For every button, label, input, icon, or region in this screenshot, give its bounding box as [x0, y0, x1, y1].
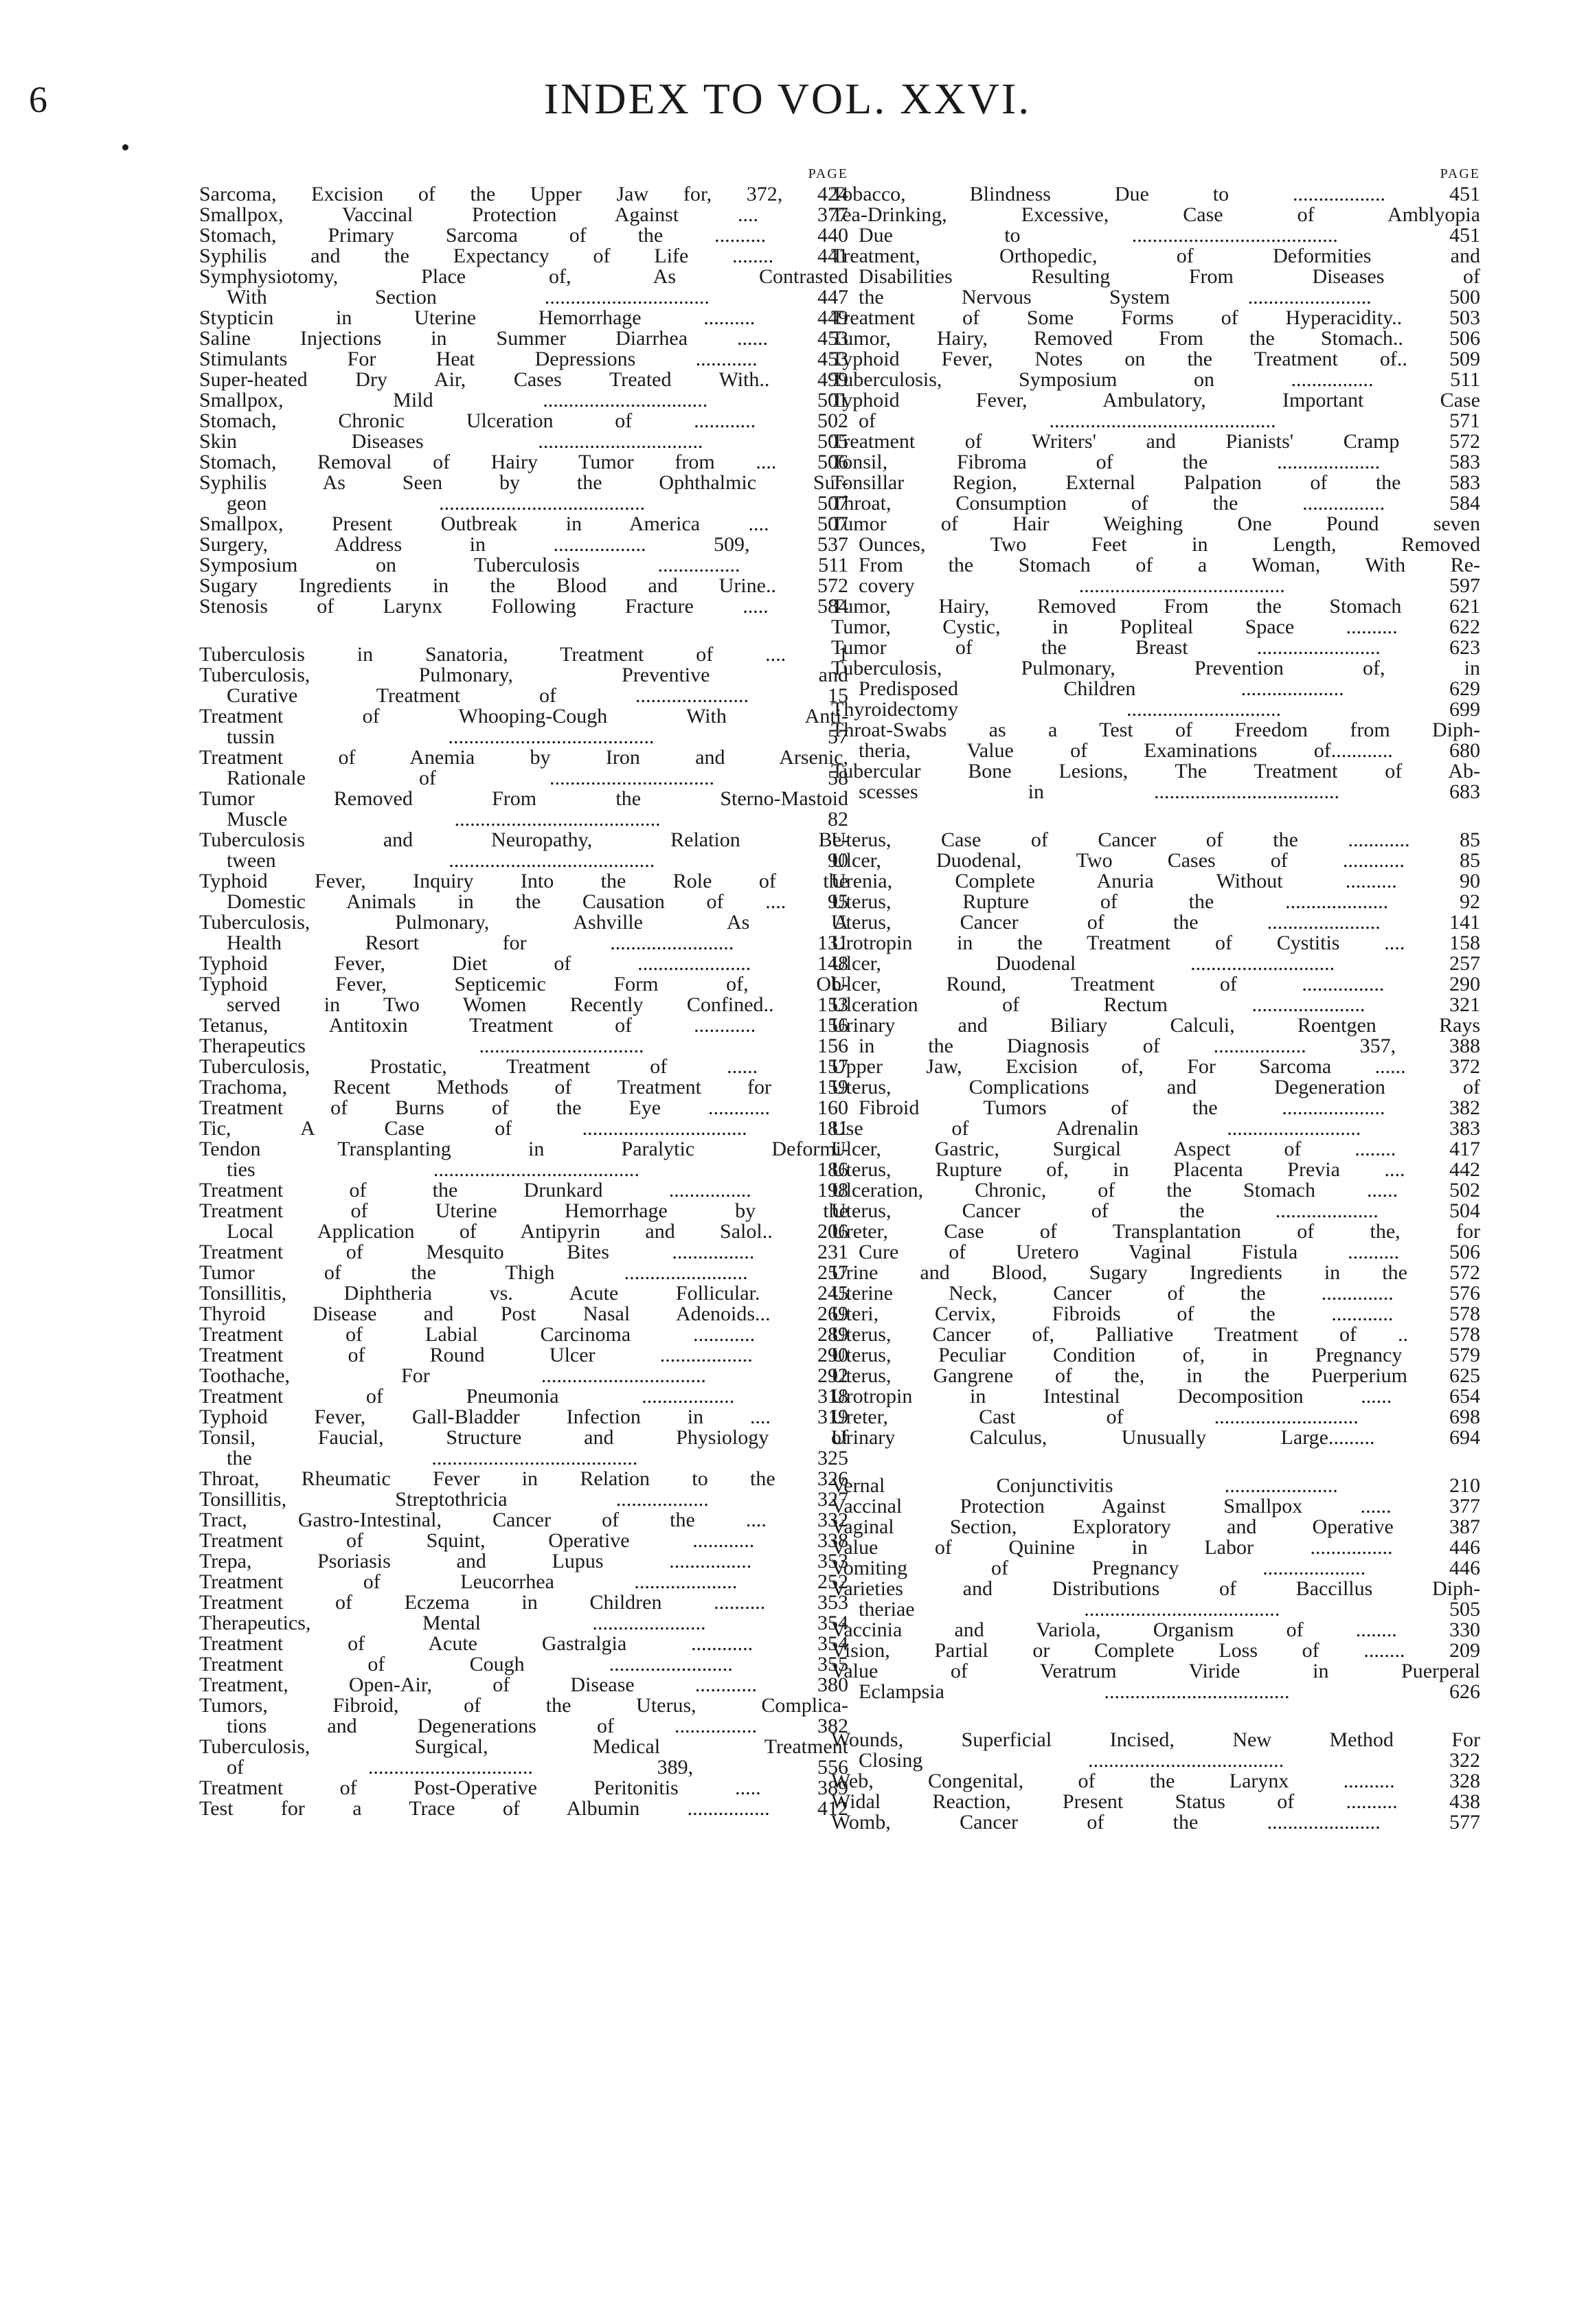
index-entry-continuation: in the Diagnosis of .................. 357, 388	[859, 1035, 1480, 1057]
index-entry	[199, 1180, 848, 1201]
index-entry-line: Vomiting of Pregnancy .................... 446	[831, 1557, 1480, 1579]
index-entry-continuation: ties ........................................ 186	[227, 1158, 848, 1181]
index-entry-line: Treatment of Round Ulcer .................. 290	[199, 1344, 848, 1366]
index-entry	[199, 1242, 848, 1263]
index-letter-group	[831, 1730, 1480, 1833]
index-entry-line: Treatment of Mesquito Bites ................ 231	[199, 1241, 848, 1263]
index-entry	[831, 954, 1480, 974]
index-entry-line: Stenosis of Larynx Following Fracture ..... 584	[199, 595, 848, 618]
index-entry	[199, 1057, 848, 1077]
index-entry-line: Value of Quinine in Labor ................ 446	[831, 1536, 1480, 1559]
index-entry-line: Urinary and Biliary Calculi, Roentgen Rays	[831, 1014, 1480, 1037]
index-entry-continuation: Due to ........................................ 451	[859, 224, 1480, 247]
index-entry	[831, 912, 1480, 933]
index-entry-line: Urinary Calculus, Unusually Large......... 694	[831, 1426, 1480, 1449]
index-entry-continuation: Eclampsia .................................... 626	[859, 1680, 1480, 1703]
index-entry-line: Treatment of Anemia by Iron and Arsenic,	[199, 746, 848, 769]
index-entry	[199, 954, 848, 974]
index-letter-group	[199, 644, 848, 1819]
index-entry	[199, 789, 848, 830]
index-entry-line: Stomach, Primary Sarcoma of the .......... 440	[199, 224, 848, 247]
index-entry	[199, 205, 848, 225]
index-entry	[199, 1572, 848, 1592]
index-entry	[199, 1304, 848, 1324]
index-entry-line: Skin Diseases ................................ 505	[199, 430, 848, 453]
index-entry	[831, 1015, 1480, 1057]
index-entry-line: Treatment of Some Forms of Hyperacidity.. 503	[831, 306, 1480, 329]
index-entry	[199, 473, 848, 514]
index-entry	[199, 644, 848, 665]
index-entry-continuation: Health Resort for ........................ 131	[227, 932, 848, 954]
ink-dot	[122, 144, 128, 150]
index-entry	[199, 974, 848, 1015]
index-entry-line: Tobacco, Blindness Due to .................. 451	[831, 183, 1480, 205]
index-entry-line: Stomach, Removal of Hairy Tumor from .... 506	[199, 451, 848, 473]
index-entry-line: Tract, Gastro-Intestinal, Cancer of the .... 332	[199, 1509, 848, 1531]
index-entry	[831, 892, 1480, 912]
index-entry	[831, 1620, 1480, 1640]
index-entry	[199, 452, 848, 473]
index-entry	[199, 1201, 848, 1242]
index-entry-line: Use of Adrenalin .......................... 383	[831, 1117, 1480, 1140]
index-entry	[831, 1428, 1480, 1448]
index-entry-line: Thyroidectomy .............................. 699	[831, 698, 1480, 721]
index-entry	[831, 1386, 1480, 1407]
index-entry	[831, 1324, 1480, 1345]
index-entry-continuation: Fibroid Tumors of the .................... 382	[859, 1096, 1480, 1119]
index-entry	[831, 308, 1480, 328]
index-entry	[831, 1771, 1480, 1792]
index-entry-line: Typhoid Fever, Gall-Bladder Infection in .... 319	[199, 1406, 848, 1428]
page-column-label: PAGE	[808, 166, 848, 181]
index-entry-line: Tumor Removed From the Sterno-Mastoid	[199, 787, 848, 810]
index-entry-line: Typhoid Fever, Inquiry Into the Role of the	[199, 870, 848, 892]
index-entry-line: Uterus, Complications and Degeneration of	[831, 1076, 1480, 1098]
index-entry	[199, 308, 848, 328]
index-entry	[199, 1798, 848, 1819]
index-entry-line: Tumors, Fibroid, of the Uterus, Complica-	[199, 1694, 848, 1717]
index-entry-line: Tumor of the Breast ........................ 623	[831, 636, 1480, 659]
index-entry-line: Vaccinia and Variola, Organism of ........ 330	[831, 1618, 1480, 1641]
index-entry	[199, 328, 848, 349]
index-entry	[199, 747, 848, 789]
index-entry-line: Urine and Blood, Sugary Ingredients in the 572	[831, 1261, 1480, 1284]
index-entry	[199, 411, 848, 431]
index-entry	[199, 1077, 848, 1098]
index-entry-continuation: With Section ................................ 447	[227, 286, 848, 308]
index-entry	[831, 349, 1480, 370]
index-entry	[199, 830, 848, 871]
index-entry	[199, 1015, 848, 1036]
index-entry-line: Urenia, Complete Anuria Without .......... 90	[831, 870, 1480, 892]
index-entry-continuation: Disabilities Resulting From Diseases of	[859, 265, 1480, 288]
index-entry-line: Treatment of Labial Carcinoma ............ 289	[199, 1323, 848, 1346]
index-entry-line: Tumor of the Thigh ........................ 257	[199, 1261, 848, 1284]
index-entry-line: Smallpox, Mild ................................ 501	[199, 389, 848, 411]
index-entry	[199, 1139, 848, 1180]
index-entry-line: Treatment of Post-Operative Peritonitis ..... 389	[199, 1776, 848, 1799]
index-entry	[831, 699, 1480, 720]
index-entry-line: Uteri, Cervix, Fibroids of the ............ 578	[831, 1302, 1480, 1325]
index-entry	[831, 1345, 1480, 1366]
index-entry-line: Tonsil, Fibroma of the .................... 583	[831, 451, 1480, 473]
index-entry-line: Varieties and Distributions of Baccillus Diph-	[831, 1577, 1480, 1600]
index-entry	[199, 576, 848, 596]
index-entry	[199, 534, 848, 555]
index-entry-line: Uterus, Peculiar Condition of, in Pregnancy 579	[831, 1344, 1480, 1366]
index-entry-line: Treatment of Eczema in Children .......... 353	[199, 1591, 848, 1614]
index-entry-line: Uterus, Rupture of the .................... 92	[831, 890, 1480, 913]
index-entry	[831, 974, 1480, 995]
index-entry	[831, 1201, 1480, 1221]
index-entry-line: Uterus, Gangrene of the, in the Puerperium 625	[831, 1364, 1480, 1387]
index-entry-line: Treatment, Open-Air, of Disease ............ 380	[199, 1673, 848, 1696]
index-entry	[199, 431, 848, 452]
index-entry-line: Tetanus, Antitoxin Treatment of ............ 156	[199, 1014, 848, 1037]
index-entry-line: Smallpox, Present Outbreak in America .... 507	[199, 512, 848, 535]
index-entry	[831, 328, 1480, 349]
index-entry	[831, 1283, 1480, 1304]
index-entry	[831, 850, 1480, 871]
index-entry	[199, 706, 848, 747]
index-entry	[831, 761, 1480, 802]
index-entry	[831, 1221, 1480, 1263]
index-entry-line: Symphysiotomy, Place of, As Contrasted	[199, 265, 848, 288]
index-entry	[199, 1469, 848, 1489]
index-entry-line: Vernal Conjunctivitis ...................... 210	[831, 1474, 1480, 1497]
index-entry	[831, 514, 1480, 596]
index-entry-line: Toothache, For ................................ 292	[199, 1364, 848, 1387]
index-entry-continuation: Local Application of Antipyrin and Salol.. 206	[227, 1220, 848, 1243]
index-entry	[199, 514, 848, 534]
index-entry-continuation: tween ........................................ 90	[227, 849, 848, 872]
index-entry	[831, 473, 1480, 493]
index-entry-continuation: Closing ...................................... 322	[859, 1749, 1480, 1772]
index-entry-line: Syphilis and the Expectancy of Life ........ 441	[199, 245, 848, 267]
index-entry	[199, 1551, 848, 1572]
index-entry-continuation: Domestic Animals in the Causation of .... 95	[227, 890, 848, 913]
index-entry	[831, 1730, 1480, 1771]
index-entry-line: Ulcer, Gastric, Surgical Aspect of ........ 417	[831, 1138, 1480, 1160]
index-entry-line: Test for a Trace of Albumin ................ 412	[199, 1797, 848, 1820]
index-entry-continuation: the Nervous System ........................ 500	[859, 286, 1480, 308]
index-entry	[199, 225, 848, 246]
index-entry	[831, 1366, 1480, 1386]
index-entry-line: Tuberculosis in Sanatoria, Treatment of .... 1	[199, 643, 848, 666]
index-entry-line: Ulcer, Duodenal ............................ 257	[831, 952, 1480, 975]
index-entry-line: Widal Reaction, Present Status of .......... 438	[831, 1790, 1480, 1813]
index-entry	[199, 555, 848, 576]
index-entry-line: Symposium on Tuberculosis ................ 511	[199, 554, 848, 576]
index-entry-line: Stimulants For Heat Depressions ............ 453	[199, 348, 848, 370]
index-entry-line: Ulcer, Duodenal, Two Cases of ............ 85	[831, 849, 1480, 872]
index-entry-line: Throat, Consumption of the ................ 584	[831, 492, 1480, 515]
index-entry	[199, 1489, 848, 1510]
index-entry	[199, 184, 848, 205]
index-entry-line: Tendon Transplanting in Paralytic Deformi-	[199, 1138, 848, 1160]
index-entry-continuation: Predisposed Children .................... 629	[859, 677, 1480, 700]
index-entry	[831, 638, 1480, 658]
index-entry-continuation: From the Stomach of a Woman, With Re-	[859, 554, 1480, 576]
index-entry-continuation: theriae ...................................... 505	[859, 1598, 1480, 1621]
index-entry-continuation: Muscle ........................................ 82	[227, 808, 848, 831]
index-entry-line: Uterus, Cancer of the .................... 504	[831, 1199, 1480, 1222]
index-entry	[831, 933, 1480, 954]
index-entry	[831, 871, 1480, 892]
index-letter-group	[199, 184, 848, 617]
index-entry-line: Ulceration of Rectum ...................... 321	[831, 993, 1480, 1016]
index-entry-line: Uterus, Cancer of, Palliative Treatment of .. 578	[831, 1323, 1480, 1346]
index-entry-line: Tumor of Hair Weighing One Pound seven	[831, 512, 1480, 535]
index-entry	[199, 1778, 848, 1798]
index-entry	[831, 1496, 1480, 1517]
index-entry	[831, 1812, 1480, 1833]
index-letter-group	[831, 1476, 1480, 1702]
index-entry	[831, 1304, 1480, 1324]
index-entry-line: Tuberculosis, Pulmonary, Preventive and	[199, 664, 848, 686]
index-entry-line: Ulceration, Chronic, of the Stomach ...... 502	[831, 1179, 1480, 1202]
index-entry-line: Vaginal Section, Exploratory and Operative 387	[831, 1515, 1480, 1538]
index-entry-line: Vaccinal Protection Against Smallpox ...... 377	[831, 1495, 1480, 1518]
index-entry-line: Tonsillar Region, External Palpation of the 583	[831, 471, 1480, 494]
index-entry	[831, 1118, 1480, 1139]
index-entry-line: Ureter, Case of Transplantation of the, for	[831, 1220, 1480, 1243]
index-entry-line: Sarcoma, Excision of the Upper Jaw for, 372, 424	[199, 183, 848, 205]
index-entry	[199, 1510, 848, 1531]
index-entry-line: Stypticin in Uterine Hemorrhage .......... 449	[199, 306, 848, 329]
index-entry	[831, 658, 1480, 699]
index-entry	[199, 1531, 848, 1551]
index-entry-line: Upper Jaw, Excision of, For Sarcoma ...... 372	[831, 1055, 1480, 1078]
index-entry	[831, 493, 1480, 514]
index-entry	[831, 995, 1480, 1015]
index-entry	[831, 596, 1480, 617]
index-entry-continuation: tussin ........................................ 57	[227, 725, 848, 748]
index-entry-line: Smallpox, Vaccinal Protection Against .... 377	[199, 203, 848, 226]
index-entry	[831, 1579, 1480, 1620]
index-entry	[199, 1592, 848, 1613]
index-entry-continuation: served in Two Women Recently Confined.. 153	[227, 993, 848, 1016]
index-entry-line: Uterine Neck, Cancer of the .............. 576	[831, 1282, 1480, 1305]
index-entry	[831, 1057, 1480, 1077]
index-entry	[199, 1407, 848, 1428]
index-entry	[199, 1737, 848, 1778]
index-letter-group	[831, 830, 1480, 1448]
index-entry-line: Typhoid Fever, Notes on the Treatment of.. 509	[831, 348, 1480, 370]
index-entry-line: Tuberculosis, Prostatic, Treatment of ...... 157	[199, 1055, 848, 1078]
index-entry	[831, 370, 1480, 390]
index-entry-continuation: Rationale of ................................ 58	[227, 767, 848, 789]
index-entry-line: Uterus, Case of Cancer of the ............ 85	[831, 828, 1480, 851]
index-entry-continuation: covery ........................................ 597	[859, 574, 1480, 597]
index-entry-continuation: Cure of Uretero Vaginal Fistula .......... 506	[859, 1241, 1480, 1263]
index-entry-line: Treatment of Squint, Operative ............ 338	[199, 1529, 848, 1552]
index-entry-line: Tumor, Hairy, Removed From the Stomach.. 506	[831, 327, 1480, 350]
index-entry	[831, 617, 1480, 638]
index-entry-line: Treatment of Whooping-Cough With Anti-	[199, 705, 848, 727]
index-entry	[831, 1476, 1480, 1496]
index-entry-line: Treatment of Uterine Hemorrhage by the	[199, 1199, 848, 1222]
index-entry-line: Ulcer, Round, Treatment of ................ 290	[831, 973, 1480, 995]
index-entry-line: Urotropin in the Treatment of Cystitis .... 158	[831, 932, 1480, 954]
index-entry-line: Typhoid Fever, Septicemic Form of, Ob-	[199, 973, 848, 995]
index-entry	[831, 1537, 1480, 1558]
index-entry-continuation: Curative Treatment of ...................... 15	[227, 684, 848, 707]
index-entry	[831, 1661, 1480, 1702]
index-entry	[199, 1675, 848, 1695]
index-entry-line: Tea-Drinking, Excessive, Case of Amblyopia	[831, 203, 1480, 226]
index-column-left	[199, 163, 848, 1847]
index-entry-line: Tumor, Cystic, in Popliteal Space .......... 622	[831, 616, 1480, 638]
index-entry	[831, 452, 1480, 473]
index-entry	[199, 349, 848, 370]
index-entry	[831, 1139, 1480, 1160]
index-entry	[199, 1263, 848, 1283]
index-entry-continuation: of ............................................ 571	[859, 409, 1480, 432]
page-column-label: PAGE	[1440, 166, 1480, 181]
index-entry	[199, 246, 848, 267]
page-number: 6	[29, 79, 47, 120]
index-entry-line: Trepa, Psoriasis and Lupus ................ 353	[199, 1550, 848, 1572]
index-entry-line: Value of Veratrum Viride in Puerperal	[831, 1660, 1480, 1682]
index-entry-line: Sugary Ingredients in the Blood and Urine.. 572	[199, 574, 848, 597]
index-entry	[831, 1160, 1480, 1180]
index-entry	[199, 1283, 848, 1304]
index-entry	[831, 1517, 1480, 1537]
index-entry-line: Tuberculosis, Pulmonary, Prevention of, in	[831, 657, 1480, 679]
index-entry	[199, 912, 848, 954]
index-entry-line: Tubercular Bone Lesions, The Treatment of Ab-	[831, 760, 1480, 782]
index-entry	[199, 1098, 848, 1118]
index-entry	[831, 205, 1480, 246]
index-entry	[831, 390, 1480, 431]
running-head: INDEX TO VOL. XXVI.	[543, 74, 1032, 123]
index-entry-line: Urotropin in Intestinal Decomposition ...... 654	[831, 1385, 1480, 1408]
index-entry-continuation: geon ........................................ 507	[227, 492, 848, 515]
index-entry-line: Treatment of Writers' and Pianists' Cramp 572	[831, 430, 1480, 453]
index-entry-line: Ureter, Cast of ............................ 698	[831, 1406, 1480, 1428]
index-entry-line: Tuberculosis and Neuropathy, Relation Be-	[199, 828, 848, 851]
index-entry	[199, 390, 848, 411]
index-entry-line: Treatment of Pneumonia .................. 318	[199, 1385, 848, 1408]
index-entry-line: Web, Congenital, of the Larynx .......... 328	[831, 1770, 1480, 1792]
index-entry-line: Trachoma, Recent Methods of Treatment for 159	[199, 1076, 848, 1098]
index-entry	[199, 370, 848, 390]
index-entry-line: Thyroid Disease and Post Nasal Adenoids... 269	[199, 1302, 848, 1325]
index-entry	[199, 1613, 848, 1634]
index-entry-line: Tuberculosis, Surgical, Medical Treatment	[199, 1735, 848, 1758]
index-entry-line: Wounds, Superficial Incised, New Method For	[831, 1728, 1480, 1751]
index-entry-line: Treatment of Leucorrhea .................... 252	[199, 1570, 848, 1593]
index-entry	[831, 1077, 1480, 1118]
index-entry	[831, 1558, 1480, 1579]
index-entry-line: Vision, Partial or Complete Loss of ........ 209	[831, 1639, 1480, 1662]
index-entry	[831, 184, 1480, 205]
index-entry	[199, 1345, 848, 1366]
index-entry	[831, 431, 1480, 452]
index-entry-line: Tonsil, Faucial, Structure and Physiology of	[199, 1426, 848, 1449]
index-entry-line: Therapeutics ................................ 156	[199, 1035, 848, 1057]
index-entry	[199, 1324, 848, 1345]
index-entry	[831, 830, 1480, 850]
index-entry	[831, 246, 1480, 308]
index-entry	[831, 1263, 1480, 1283]
index-entry-line: Tonsillitis, Diphtheria vs. Acute Follicular. 245	[199, 1282, 848, 1305]
index-entry-line: Tuberculosis, Symposium on ................ 511	[831, 368, 1480, 391]
index-letter-group	[831, 184, 1480, 802]
index-entry	[831, 720, 1480, 761]
index-entry-line: Womb, Cancer of the ...................... 577	[831, 1811, 1480, 1834]
index-entry	[831, 1407, 1480, 1428]
index-entry-line: Uterus, Rupture of, in Placenta Previa .... 442	[831, 1158, 1480, 1181]
index-entry-line: Treatment of Burns of the Eye ............ 160	[199, 1096, 848, 1119]
index-entry	[831, 1180, 1480, 1201]
index-entry	[199, 1036, 848, 1057]
index-entry-line: Typhoid Fever, Diet of ...................... 148	[199, 952, 848, 975]
index-entry-continuation: the ........................................ 325	[227, 1447, 848, 1469]
index-entry-line: Surgery, Address in .................. 509, 537	[199, 533, 848, 556]
index-entry-continuation: Ounces, Two Feet in Length, Removed	[859, 533, 1480, 556]
index-entry-line: Typhoid Fever, Ambulatory, Important Case	[831, 389, 1480, 411]
index-entry	[199, 665, 848, 706]
index-entry-line: Treatment, Orthopedic, of Deformities and	[831, 245, 1480, 267]
index-entry-line: Syphilis As Seen by the Ophthalmic Sur-	[199, 471, 848, 494]
index-entry-line: Uterus, Cancer of the ...................... 141	[831, 911, 1480, 934]
index-entry	[199, 871, 848, 912]
index-entry-continuation: of ................................ 389, 556	[227, 1756, 848, 1779]
index-entry	[199, 1428, 848, 1469]
index-entry	[199, 1634, 848, 1654]
index-entry-continuation: scesses in .................................... 683	[859, 780, 1480, 803]
index-entry	[199, 596, 848, 617]
index-entry-line: Super-heated Dry Air, Cases Treated With.. 499	[199, 368, 848, 391]
index-entry	[199, 1695, 848, 1737]
index-entry	[199, 1386, 848, 1407]
index-entry-continuation: tions and Degenerations of ................ 382	[227, 1715, 848, 1737]
index-entry	[199, 1118, 848, 1139]
index-entry	[831, 1640, 1480, 1661]
index-entry-line: Tumor, Hairy, Removed From the Stomach 621	[831, 595, 1480, 618]
index-column-right	[831, 163, 1480, 1860]
index-entry-line: Stomach, Chronic Ulceration of ............ 502	[199, 409, 848, 432]
index-entry-line: Throat-Swabs as a Test of Freedom from Diph-	[831, 719, 1480, 741]
index-entry-line: Treatment of Cough ........................ 355	[199, 1653, 848, 1676]
index-entry	[199, 267, 848, 308]
index-entry-line: Tic, A Case of ................................ 181	[199, 1117, 848, 1140]
index-entry-line: Saline Injections in Summer Diarrhea ...... 453	[199, 327, 848, 350]
index-entry-line: Tuberculosis, Pulmonary, Ashville As A	[199, 911, 848, 934]
index-entry	[199, 1654, 848, 1675]
index-entry-line: Treatment of Acute Gastralgia ............ 354	[199, 1632, 848, 1655]
index-entry	[831, 1792, 1480, 1812]
index-entry	[199, 1366, 848, 1386]
index-entry-continuation: theria, Value of Examinations of............ 680	[859, 739, 1480, 762]
index-entry-line: Tonsillitis, Streptothricia .................. 327	[199, 1488, 848, 1511]
index-entry-line: Therapeutics, Mental ...................... 354	[199, 1612, 848, 1634]
index-entry-line: Treatment of the Drunkard ................ 198	[199, 1179, 848, 1202]
index-entry-line: Throat, Rheumatic Fever in Relation to the 326	[199, 1467, 848, 1490]
